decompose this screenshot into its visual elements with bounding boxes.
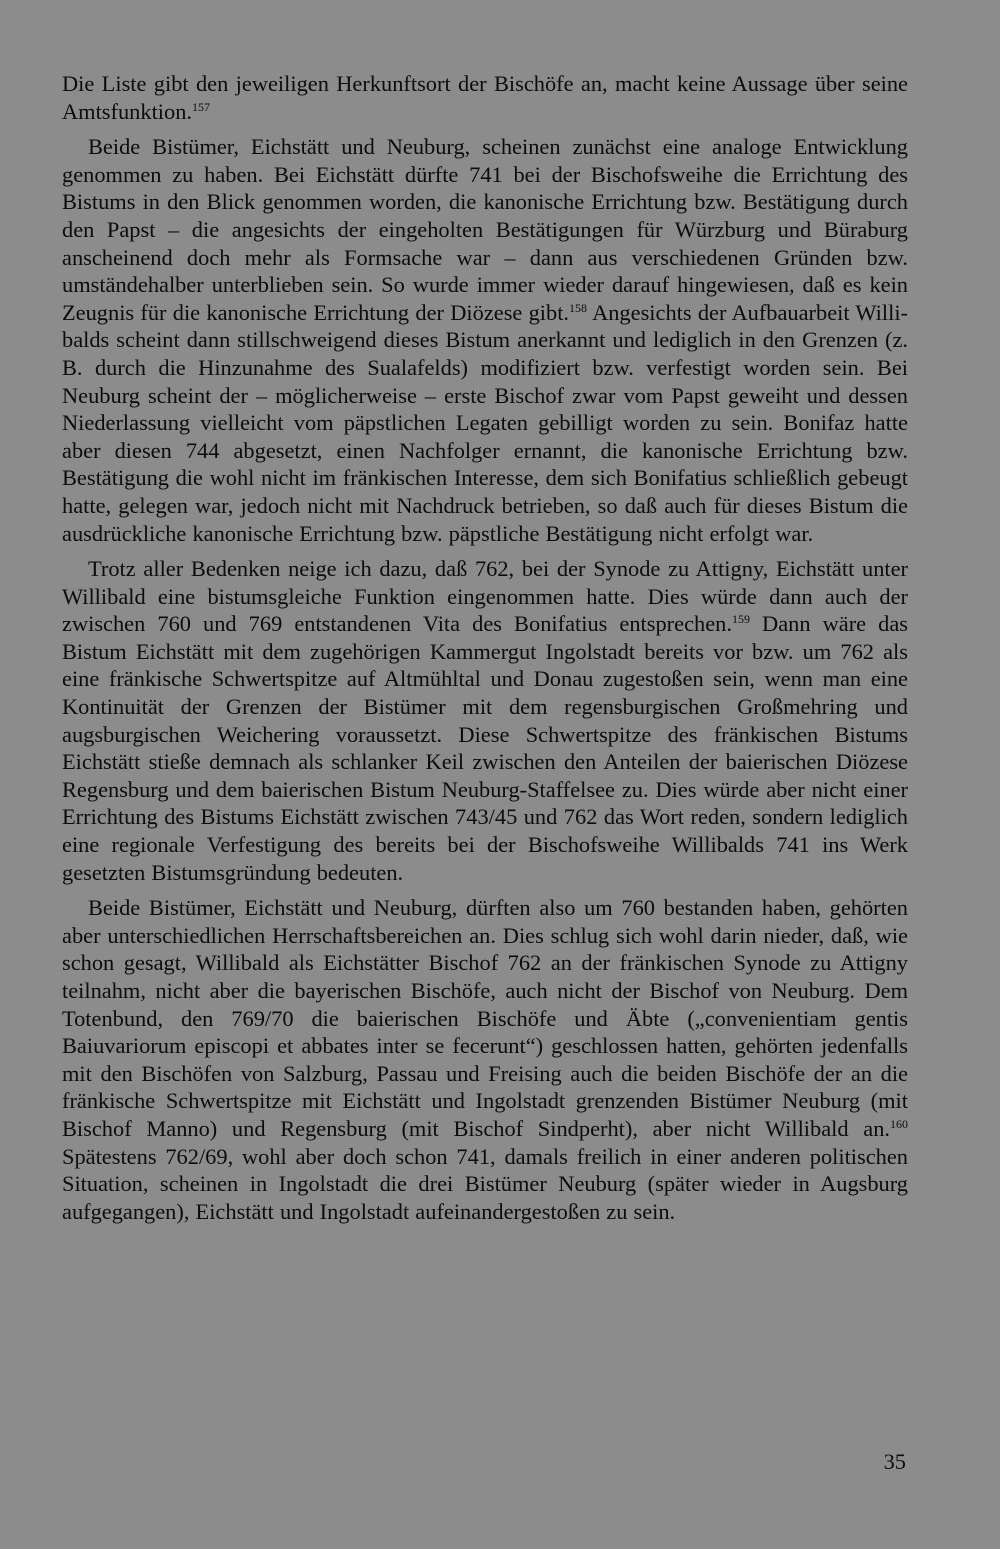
page-number: 35 (883, 1449, 906, 1474)
paragraph-text: Trotz aller Bedenken neige ich dazu, daß 762, bei der Synode zu Attigny, Eichstätt unter Willibald eine bistumsgleiche Funktion eingenommen hatte. Dies würde dann auch der zwischen 760 und 769 entstandenen Vita des Bonifatius entsprechen. (62, 556, 908, 637)
paragraph-text: Spätestens 762/69, wohl aber doch schon 741, damals freilich in einer anderen politischen Situation, scheinen in Ingolstadt die drei Bistümer Neuburg (später wieder in Augsburg aufgegangen), Eichstätt und Ingolstadt aufeinandergestoßen zu sein. (62, 1143, 908, 1224)
book-page-body (62, 70, 908, 1225)
paragraph-text: Beide Bistümer, Eichstätt und Neuburg, dürften also um 760 bestanden haben, gehörten aber unterschiedlichen Herrschaftsbereichen an. Dies schlug sich wohl darin nieder, daß, wie schon gesagt, Willibald als Eichstätter Bischof 762 an der fränkischen Synode zu Attigny teilnahm, nicht aber die bayerischen Bischöfe, auch nicht der Bischof von Neuburg. Dem Totenbund, den 769/70 die baierischen Bischöfe und Äbte („convenientiam gentis Baiuvariorum episcopi et abbates inter se fecerunt“) geschlossen hatten, gehörten jedenfalls mit den Bischöfen von Salzburg, Passau und Freising auch die beiden Bischöfe der an die fränkische Schwertspitze mit Eichstätt und Ingolstadt grenzenden Bistümer Neuburg (mit Bischof Manno) und Regensburg (mit Bischof Sindperht), aber nicht Willibald an. (62, 895, 908, 1141)
footnote-ref-160: 160 (890, 1116, 908, 1131)
paragraph-text: Angesichts der Aufbauarbeit Willibalds scheint dann stillschweigend dieses Bistum anerkannt und lediglich in den Grenzen (z. B. durch die Hinzunahme des Sualafelds) modifiziert bzw. verfestigt worden sein. Bei Neuburg scheint der – möglicherweise – erste Bischof zwar vom Papst geweiht und dessen Niederlassung vielleicht vom päpstlichen Legaten gebilligt worden zu sein. Bonifaz hatte aber diesen 744 abgesetzt, einen Nachfolger ernannt, die kanonische Errichtung bzw. Bestätigung die wohl nicht im fränkischen Interesse, dem sich Bonifatius schließlich gebeugt hatte, gelegen war, jedoch nicht mit Nachdruck betrieben, so daß auch für dieses Bistum die ausdrückliche kanonische Errichtung bzw. päpstliche Bestätigung nicht erfolgt war. (62, 299, 909, 546)
footnote-ref-158: 158 (569, 300, 588, 315)
paragraph-3 (62, 555, 908, 886)
paragraph-2 (62, 133, 908, 547)
paragraph-text: Die Liste gibt den jeweiligen Herkunftsort der Bischöfe an, macht keine Aussage über seine Amtsfunktion. (62, 71, 908, 124)
footnote-ref-159: 159 (731, 612, 750, 627)
paragraph-1 (62, 70, 908, 125)
footnote-ref-157: 157 (192, 99, 210, 114)
paragraph-text: Dann wäre das Bistum Eichstätt mit dem zugehörigen Kammergut Ingolstadt bereits vor bzw. um 762 als eine fränkische Schwertspitze auf Altmühltal und Donau zugestoßen sein, wenn man eine Kontinuität der Grenzen der Bistümer mit dem regensburgischen Großmehring und augsburgischen Weichering voraussetzt. Diese Schwertspitze des fränkischen Bistums Eichstätt stieße demnach als schlanker Keil zwischen den Anteilen der baierischen Diözese Regensburg und dem baierischen Bistum Neuburg-Staffelsee zu. Dies würde aber nicht einer Errichtung des Bistums Eichstätt zwischen 743/45 und 762 das Wort reden, sondern lediglich eine regionale Verfestigung des bereits bei der Bischofsweihe Willibalds 741 ins Werk gesetzten Bistumsgründung bedeuten. (62, 611, 908, 885)
paragraph-4 (62, 894, 908, 1225)
paragraph-text: Beide Bistümer, Eichstätt und Neuburg, scheinen zunächst eine analoge Entwicklung genommen zu haben. Bei Eichstätt dürfte 741 bei der Bischofsweihe die Errichtung des Bistums in den Blick genommen worden, die kanonische Errichtung bzw. Bestätigung durch den Papst – die angesichts der eingeholten Bestätigungen für Würzburg und Büraburg anscheinend doch mehr als Formsache war – dann aus verschiedenen Gründen bzw. umständehalber unterblieben sein. So wurde immer wieder darauf hingewiesen, daß es kein Zeugnis für die kanonische Errichtung der Diözese gibt. (62, 134, 908, 325)
